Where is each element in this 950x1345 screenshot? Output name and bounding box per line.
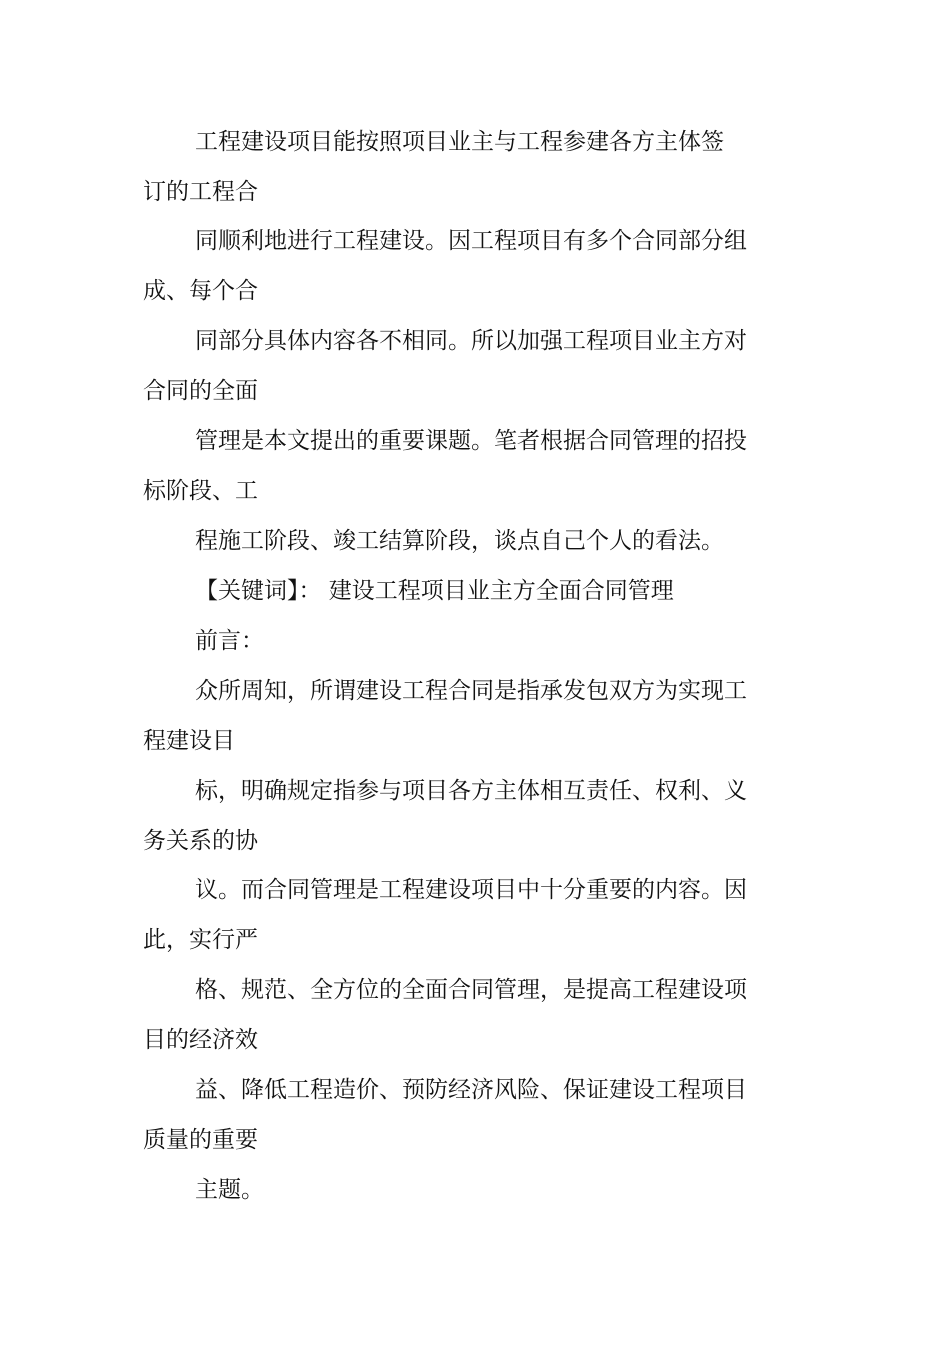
text-line: 成、每个合 xyxy=(143,278,258,304)
text-line: 众所周知，所谓建设工程合同是指承发包双方为实现工 xyxy=(195,678,747,704)
text-line: 同部分具体内容各不相同。所以加强工程项目业主方对 xyxy=(195,328,747,354)
text-line: 质量的重要 xyxy=(143,1127,258,1153)
text-line: 程施工阶段、竣工结算阶段，谈点自己个人的看法。 xyxy=(195,528,724,554)
text-line: 标阶段、工 xyxy=(143,478,258,504)
text-line: 务关系的协 xyxy=(143,828,258,854)
section-heading: 前言： xyxy=(195,628,264,654)
text-line: 此，实行严 xyxy=(143,927,258,953)
text-line: 合同的全面 xyxy=(143,378,258,404)
text-line: 格、规范、全方位的全面合同管理，是提高工程建设项 xyxy=(195,977,747,1003)
text-line: 议。而合同管理是工程建设项目中十分重要的内容。因 xyxy=(195,877,747,903)
text-line: 主题。 xyxy=(195,1177,264,1203)
text-line: 程建设目 xyxy=(143,728,235,754)
text-line: 目的经济效 xyxy=(143,1027,258,1053)
text-line: 管理是本文提出的重要课题。笔者根据合同管理的招投 xyxy=(195,428,747,454)
text-line: 益、降低工程造价、预防经济风险、保证建设工程项目 xyxy=(195,1077,747,1103)
keywords-line: 【关键词】： 建设工程项目业主方全面合同管理 xyxy=(195,578,674,604)
text-line: 订的工程合 xyxy=(143,179,258,205)
text-line: 同顺利地进行工程建设。因工程项目有多个合同部分组 xyxy=(195,228,747,254)
text-line: 标，明确规定指参与项目各方主体相互责任、权利、义 xyxy=(195,778,747,804)
text-line: 工程建设项目能按照项目业主与工程参建各方主体签 xyxy=(195,129,724,155)
